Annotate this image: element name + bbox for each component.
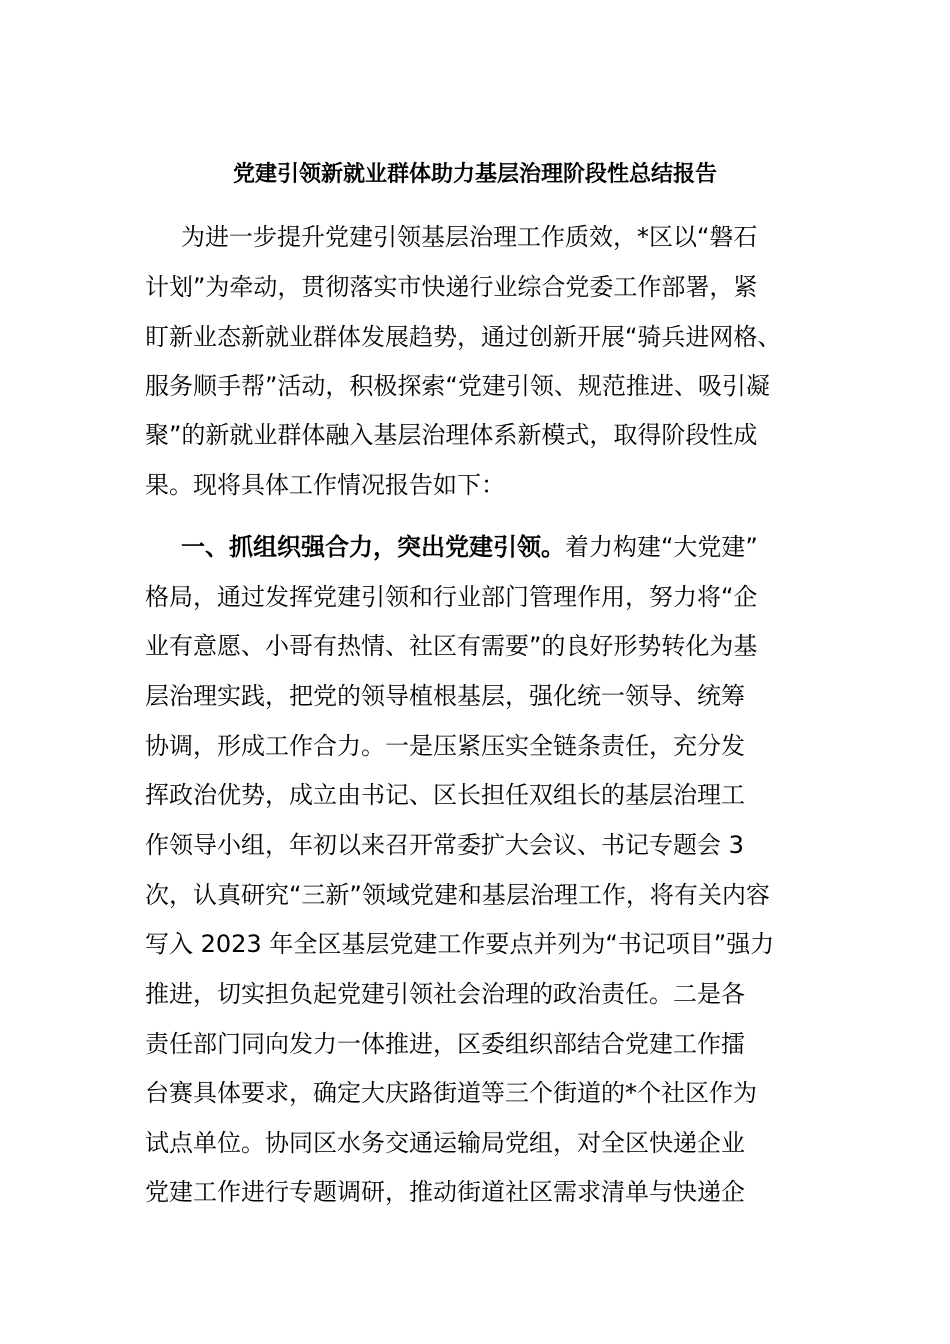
body-line: 协调，形成工作合力。一是压紧压实全链条责任，充分发 (145, 732, 745, 760)
intro-line: 聚”的新就业群体融入基层治理体系新模式，取得阶段性成 (145, 421, 758, 449)
intro-line: 盯新业态新就业群体发展趋势，通过创新开展“骑兵进网格、 (145, 323, 782, 351)
intro-line: 服务顺手帮”活动，积极探索“党建引领、规范推进、吸引凝 (145, 372, 770, 400)
body-line: 写入 2023 年全区基层党建工作要点并列为“书记项目”强力 (145, 930, 775, 958)
body-line: 业有意愿、小哥有热情、社区有需要”的良好形势转化为基 (145, 632, 758, 660)
body-line: 次，认真研究“三新”领域党建和基层治理工作，将有关内容 (145, 881, 770, 909)
intro-line: 为进一步提升党建引领基层治理工作质效，*区以“磐石 (181, 223, 758, 251)
document-title: 党建引领新就业群体助力基层治理阶段性总结报告 (232, 162, 717, 187)
body-line: 挥政治优势，成立由书记、区长担任双组长的基层治理工 (145, 781, 745, 809)
section-heading: 一、抓组织强合力，突出党建引领。 (181, 533, 565, 561)
body-line: 作领导小组，年初以来召开常委扩大会议、书记专题会 3 (145, 831, 744, 859)
section-first-line-text: 着力构建“大党建” (565, 533, 758, 561)
intro-line: 计划”为牵动，贯彻落实市快递行业综合党委工作部署，紧 (145, 273, 758, 301)
body-line: 层治理实践，把党的领导植根基层，强化统一领导、统筹 (145, 682, 745, 710)
body-line: 党建工作进行专题调研，推动街道社区需求清单与快递企 (145, 1178, 745, 1206)
section-first-line (181, 527, 758, 567)
body-line: 推进，切实担负起党建引领社会治理的政治责任。二是各 (145, 980, 745, 1008)
body-line: 台赛具体要求，确定大庆路街道等三个街道的*个社区作为 (145, 1079, 757, 1107)
body-line: 责任部门同向发力一体推进，区委组织部结合党建工作擂 (145, 1030, 745, 1058)
body-line: 格局，通过发挥党建引领和行业部门管理作用，努力将“企 (145, 583, 758, 611)
intro-line: 果。现将具体工作情况报告如下： (145, 471, 505, 499)
body-line: 试点单位。协同区水务交通运输局党组，对全区快递企业 (145, 1129, 745, 1157)
